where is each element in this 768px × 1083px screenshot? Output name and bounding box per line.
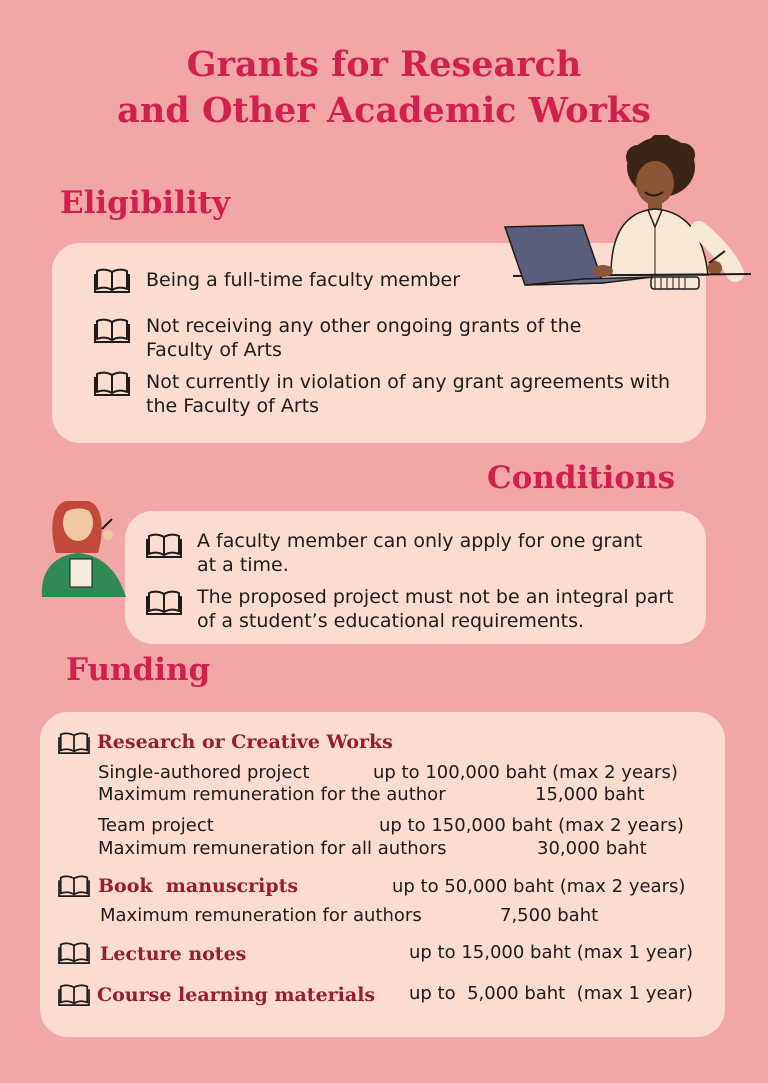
team-project-label: Team project xyxy=(98,815,214,836)
title-line-1: Grants for Research xyxy=(186,44,582,85)
conditions-item: A faculty member can only apply for one grant at a time. xyxy=(197,530,643,576)
book-remuneration-amount: 7,500 baht xyxy=(500,905,599,926)
book-icon xyxy=(58,983,90,1006)
woman-notepad-illustration xyxy=(38,493,132,601)
conditions-item: The proposed project must not be an integral part of a student’s educational requirements. xyxy=(197,586,674,632)
title-line-2: and Other Academic Works xyxy=(117,90,651,131)
team-remuneration-label: Maximum remuneration for all authors xyxy=(98,838,447,859)
eligibility-item: Not currently in violation of any grant agreements with the Faculty of Arts xyxy=(146,371,671,417)
single-project-label: Single-authored project xyxy=(98,762,310,783)
team-project-amount: up to 150,000 baht (max 2 years) xyxy=(379,815,684,836)
lecture-notes-amount: up to 15,000 baht (max 1 year) xyxy=(409,942,694,963)
course-materials-heading: Course learning materials xyxy=(97,984,376,1006)
book-icon xyxy=(58,731,90,754)
research-heading: Research or Creative Works xyxy=(97,731,393,753)
conditions-heading: Conditions xyxy=(487,460,676,496)
funding-heading: Funding xyxy=(66,652,211,688)
lecture-notes-heading: Lecture notes xyxy=(100,943,247,965)
book-manuscripts-amount: up to 50,000 baht (max 2 years) xyxy=(392,876,686,897)
single-project-amount: up to 100,000 baht (max 2 years) xyxy=(373,762,678,783)
book-icon xyxy=(58,874,90,897)
book-icon xyxy=(94,370,130,396)
book-icon xyxy=(94,267,130,293)
book-icon xyxy=(146,589,182,615)
book-icon xyxy=(58,941,90,964)
single-remuneration-amount: 15,000 baht xyxy=(535,784,645,805)
team-remuneration-amount: 30,000 baht xyxy=(537,838,647,859)
book-icon xyxy=(94,317,130,343)
book-remuneration-label: Maximum remuneration for authors xyxy=(100,905,422,926)
page-title xyxy=(0,42,768,134)
single-remuneration-label: Maximum remuneration for the author xyxy=(98,784,446,805)
book-manuscripts-heading: Book manuscripts xyxy=(98,875,299,897)
eligibility-heading: Eligibility xyxy=(60,185,230,221)
eligibility-item: Not receiving any other ongoing grants of the Faculty of Arts xyxy=(146,315,582,361)
eligibility-item: Being a full-time faculty member xyxy=(146,269,461,291)
course-materials-amount: up to 5,000 baht (max 1 year) xyxy=(409,983,694,1004)
book-icon xyxy=(146,532,182,558)
